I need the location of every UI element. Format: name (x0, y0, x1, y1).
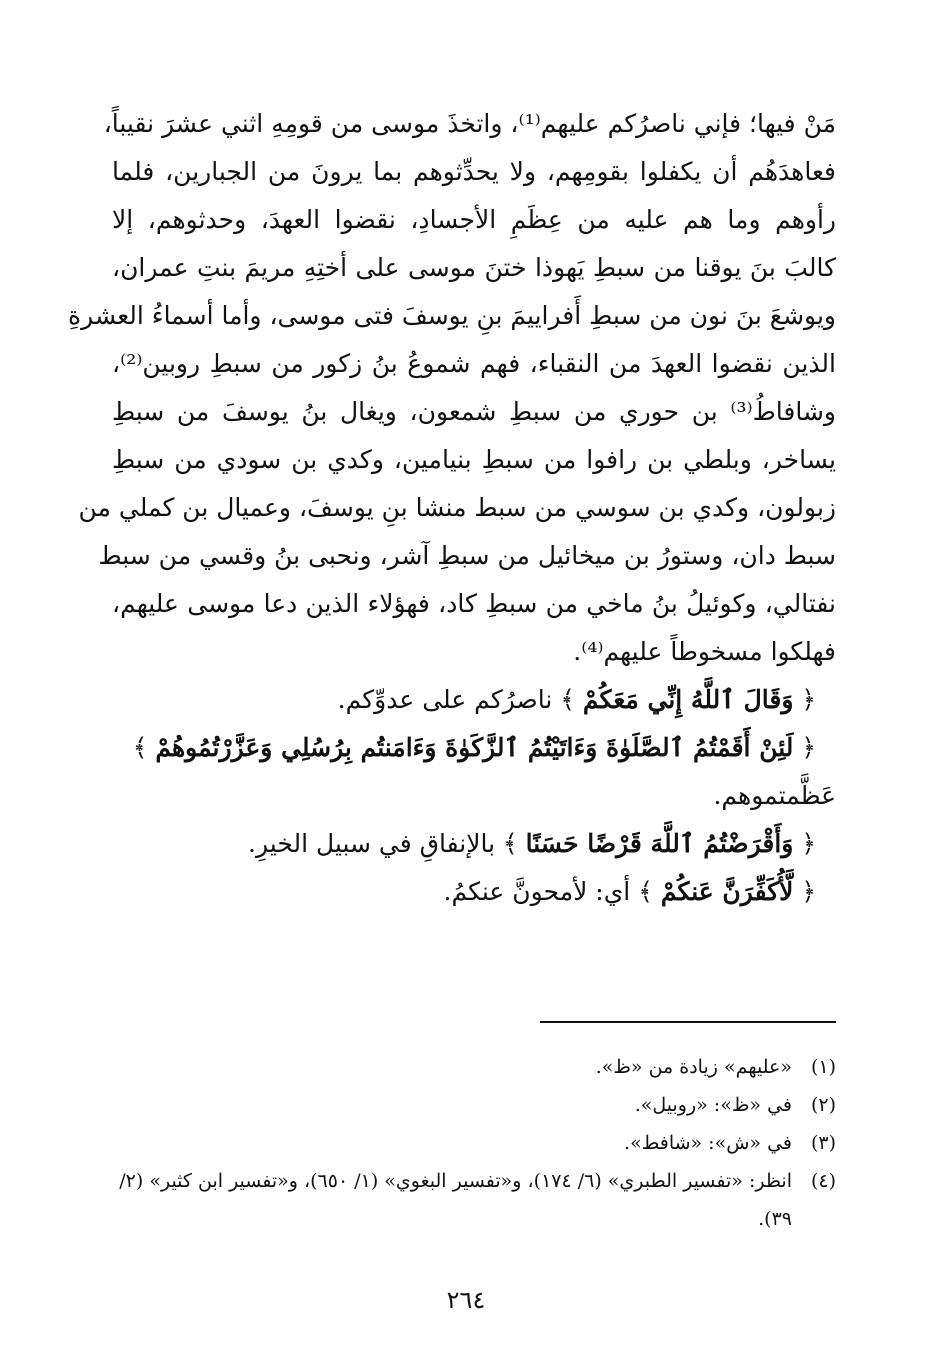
text-line-last: فهلكوا مسخوطاً عليهم⁽⁴⁾. (573, 637, 836, 666)
text-line: كالبَ بنَ يوقنا من سبطِ يَهوذا ختنَ موسى على أختِهِ مريمَ بنتِ عمران، (112, 253, 836, 282)
footnote-divider (540, 1021, 836, 1023)
footnote-item (112, 1124, 836, 1162)
tafsir-continuation: عَظَّمتموهم. (713, 781, 836, 810)
page-number: ٢٦٤ (446, 1286, 486, 1314)
main-text (68, 100, 836, 916)
text-line: وشافاطُ⁽³⁾ بن حوري من سبطِ شمعون، ويغال بنُ يوسفَ من سبطِ (112, 397, 836, 426)
quran-bracket-open: ﴿ (801, 685, 816, 714)
quran-bracket-open: ﴿ (801, 829, 816, 858)
tafsir-comment: بالإنفاقِ في سبيل الخيرِ. (248, 829, 496, 858)
quran-verse: لَئِنْ أَقَمْتُمُ ٱلصَّلَوٰةَ وَءَاتَيْتُمُ ٱلزَّكَوٰةَ وَءَامَنتُم بِرُسُلِي وَعَزَّرْتُمُوهُمْ (155, 733, 794, 762)
text-line: رأوهم وما هم عليه من عِظَمِ الأجسادِ، نقضوا العهدَ، وحدثوهم، إلا (112, 205, 836, 234)
footnote-number: (٣) (810, 1132, 836, 1154)
tafsir-line-3 (112, 820, 836, 868)
footnote-item (112, 1162, 836, 1238)
text-line: الذين نقضوا العهدَ من النقباء، فهم شموعُ بنُ زكور من سبطِ روبين⁽²⁾، (112, 349, 836, 378)
tafsir-comment: أي: لأمحونَّ عنكمُ. (443, 877, 631, 906)
footnote-number: (١) (810, 1056, 836, 1078)
text-line: نفتالي، وكوئيلُ بنُ ماخي من سبطِ كاد، فهؤلاء الذين دعا موسى عليهم، (112, 589, 836, 618)
tafsir-line-2 (112, 724, 836, 772)
footnote-item (112, 1048, 836, 1086)
quran-bracket-open: ﴿ (801, 877, 816, 906)
quran-verse: وَأَقْرَضْتُمُ ٱللَّهَ قَرْضًا حَسَنًا (525, 829, 794, 858)
tafsir-comment: ناصرُكم على عدوِّكم. (337, 685, 553, 714)
footnote-number: (٤) (810, 1170, 836, 1192)
quran-bracket-close: ﴾ (560, 685, 575, 714)
quran-bracket-close: ﴾ (503, 829, 518, 858)
footnote-text: في «ظ»: «روبيل». (634, 1094, 792, 1116)
quran-verse: وَقَالَ ٱللَّهُ إِنِّي مَعَكُمْ (582, 685, 794, 714)
text-line: يساخر، وبلطي بن رافوا من سبطِ بنيامين، وكدي بن سودي من سبطِ (112, 445, 836, 474)
text-line: فعاهدَهُم أن يكفلوا بقومِهم، ولا يحدِّثوهم بما يرونَ من الجبارين، فلما (112, 157, 836, 186)
text-line: سبط دان، وستورُ بن ميخائيل من سبطِ آشر، ونحبى بنُ وقسي من سبط (98, 541, 836, 570)
footnote-text: «عليهم» زيادة من «ظ». (595, 1056, 792, 1078)
footnotes (112, 1048, 836, 1238)
footnote-text: انظر: «تفسير الطبري» (٦/ ١٧٤)، و«تفسير البغوي» (١/ ٦٥٠)، و«تفسير ابن كثير» (٢/ ٣٩). (119, 1170, 792, 1230)
footnote-text: في «ش»: «شافط». (624, 1132, 792, 1154)
text-line: مَنْ فيها؛ فإني ناصرُكم عليهم⁽¹⁾، واتخذَ موسى من قومِهِ اثني عشرَ نقيباً، (103, 109, 836, 138)
text-line: زبولون، وكدي بن سوسي من سبط منشا بنِ يوسفَ، وعميال بن كملي من (78, 493, 836, 522)
tafsir-line-4 (112, 868, 836, 916)
text-line: ويوشعَ بنَ نون من سبطِ أَفراييمَ بنِ يوسفَ فتى موسى، وأما أسماءُ العشرةِ (68, 301, 836, 330)
quran-bracket-close: ﴾ (638, 877, 653, 906)
quran-verse: لَّأُكَفِّرَنَّ عَنكُمْ (660, 877, 794, 906)
quran-bracket-close: ﴾ (132, 733, 148, 762)
tafsir-line-1 (112, 676, 836, 724)
footnote-number: (٢) (810, 1094, 836, 1116)
footnote-item (112, 1086, 836, 1124)
quran-bracket-open: ﴿ (801, 733, 816, 762)
